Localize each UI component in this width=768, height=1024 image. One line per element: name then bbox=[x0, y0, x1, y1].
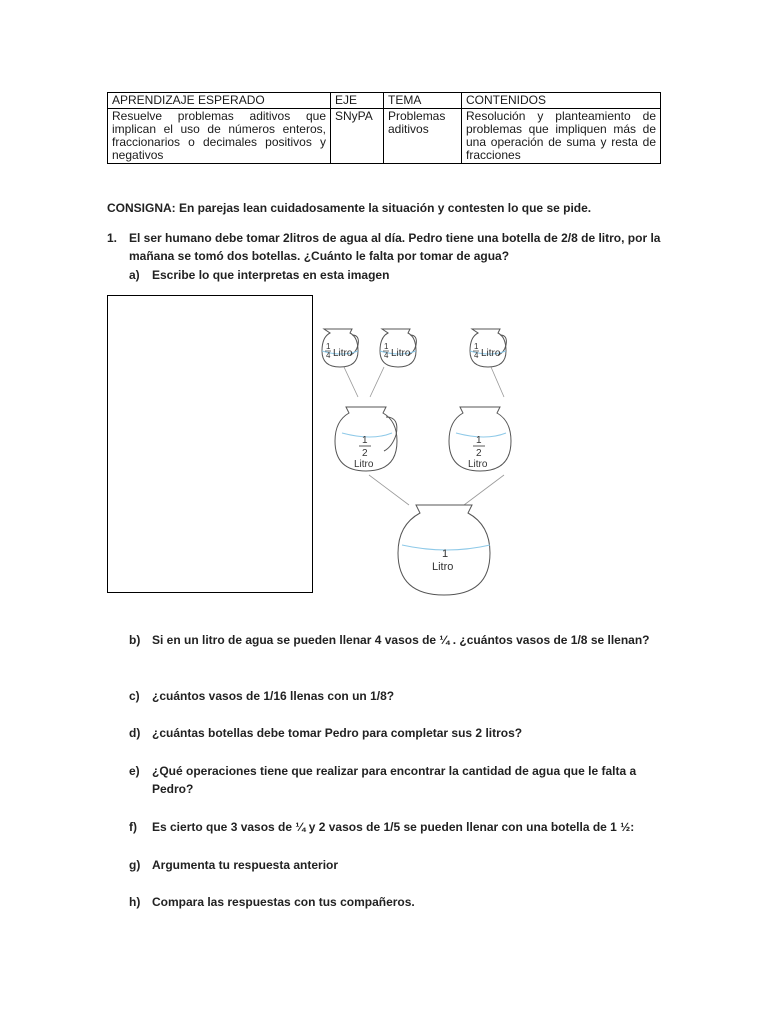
quarter-denominator: 4 bbox=[474, 351, 479, 360]
quarter-litro-label: Litro bbox=[391, 348, 411, 359]
planning-table bbox=[107, 92, 661, 164]
item-g-text: Argumenta tu respuesta anterior bbox=[152, 858, 339, 872]
half-denominator: 2 bbox=[362, 448, 368, 459]
cell-tema: Problemas aditivos bbox=[384, 109, 462, 164]
answer-box[interactable] bbox=[107, 295, 313, 593]
cell-aprendizaje: Resuelve problemas aditivos que implican el uso de números enteros, fraccionarios o decimales positivos y negativos bbox=[108, 109, 331, 164]
item-b-letter: b) bbox=[129, 633, 141, 647]
problem-line-2: mañana se tomó dos botellas. ¿Cuánto le falta por tomar de agua? bbox=[129, 249, 510, 263]
quarter-numerator: 1 bbox=[384, 342, 389, 351]
half-jug-icon bbox=[335, 407, 397, 471]
problem-number: 1. bbox=[107, 231, 118, 245]
one-litro-label: Litro bbox=[432, 561, 454, 573]
half-numerator: 1 bbox=[476, 435, 482, 446]
quarter-jug-icon bbox=[380, 329, 416, 367]
problem-line-1: El ser humano debe tomar 2litros de agua al día. Pedro tiene una botella de 2/8 de litro, por la bbox=[129, 231, 661, 245]
quarter-litro-label: Litro bbox=[481, 348, 501, 359]
item-c-text: ¿cuántos vasos de 1/16 llenas con un 1/8? bbox=[152, 689, 395, 703]
jugs-figure bbox=[314, 315, 514, 605]
item-a-letter: a) bbox=[129, 268, 140, 282]
item-e-text-continued: Pedro? bbox=[152, 782, 194, 796]
item-h-text: Compara las respuestas con tus compañeros. bbox=[152, 895, 415, 909]
quarter-denominator: 4 bbox=[384, 351, 389, 360]
item-d-text: ¿cuántas botellas debe tomar Pedro para completar sus 2 litros? bbox=[152, 726, 523, 740]
cell-contenidos: Resolución y planteamiento de problemas que impliquen más de una operación de suma y resta de fracciones bbox=[462, 109, 661, 164]
half-litro-label: Litro bbox=[468, 459, 488, 470]
item-e-letter: e) bbox=[129, 764, 140, 778]
quarter-numerator: 1 bbox=[474, 342, 479, 351]
half-numerator: 1 bbox=[362, 435, 368, 446]
item-a-text: Escribe lo que interpretas en esta imagen bbox=[152, 268, 390, 282]
quarter-numerator: 1 bbox=[326, 342, 331, 351]
item-f-letter: f) bbox=[129, 820, 137, 834]
quarter-denominator: 4 bbox=[326, 351, 331, 360]
item-d-letter: d) bbox=[129, 726, 141, 740]
item-f-text: Es cierto que 3 vasos de ¼ y 2 vasos de 1/5 se pueden llenar con una botella de 1 ½: bbox=[152, 820, 635, 834]
quarter-jug-icon bbox=[470, 329, 506, 367]
one-litre-jug-icon bbox=[398, 505, 490, 595]
table-header-row bbox=[108, 93, 661, 109]
header-aprendizaje: APRENDIZAJE ESPERADO bbox=[108, 93, 331, 109]
item-g-letter: g) bbox=[129, 858, 141, 872]
cell-eje: SNyPA bbox=[331, 109, 384, 164]
item-c-letter: c) bbox=[129, 689, 140, 703]
item-h-letter: h) bbox=[129, 895, 141, 909]
quarter-litro-label: Litro bbox=[333, 348, 353, 359]
header-tema: TEMA bbox=[384, 93, 462, 109]
header-contenidos: CONTENIDOS bbox=[462, 93, 661, 109]
quarter-jug-icon bbox=[322, 329, 358, 367]
item-e-text: ¿Qué operaciones tiene que realizar para encontrar la cantidad de agua que le falta a bbox=[152, 764, 637, 778]
half-litro-label: Litro bbox=[354, 459, 374, 470]
item-b-text: Si en un litro de agua se pueden llenar 4 vasos de ¼ . ¿cuántos vasos de 1/8 se llenan? bbox=[152, 633, 650, 647]
half-denominator: 2 bbox=[476, 448, 482, 459]
half-jug-icon bbox=[449, 407, 511, 471]
consigna-text: CONSIGNA: En parejas lean cuidadosamente la situación y contesten lo que se pide. bbox=[107, 201, 592, 215]
header-eje: EJE bbox=[331, 93, 384, 109]
table-row bbox=[108, 109, 661, 164]
one-numerator: 1 bbox=[442, 548, 449, 560]
